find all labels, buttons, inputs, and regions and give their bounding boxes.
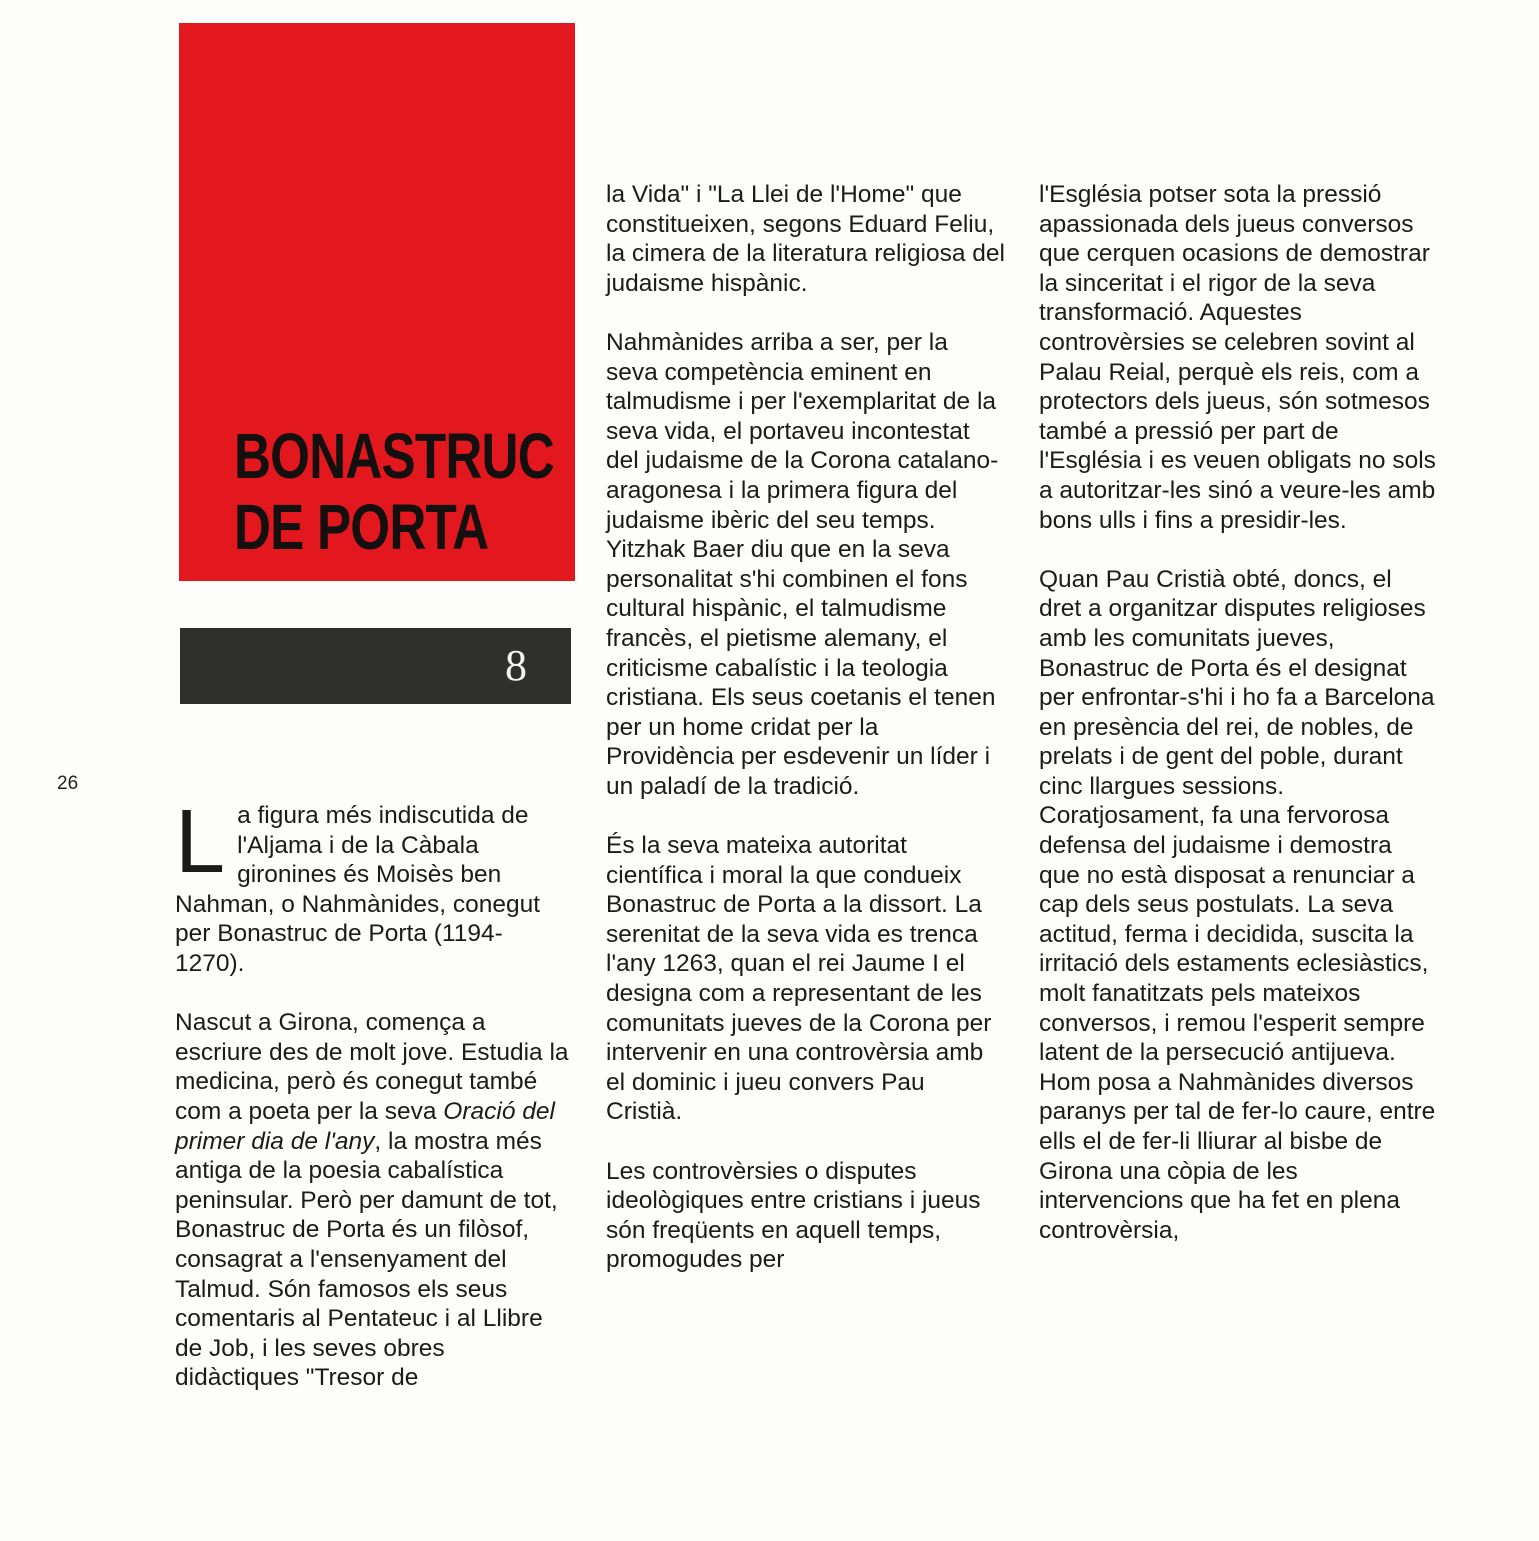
paragraph-text: , la mostra més antiga de la poesia cabalística peninsular. Però per damunt de tot, Bonastruc de Porta és un filòsof, consagrat a l'ensenyament del Talmud. Són famosos els seus comentaris al Pentateuc i al Llibre de Job, i les seves obres didàctiques "Tresor de [175,1127,558,1392]
chapter-number: 8 [505,641,527,690]
chapter-number-bar [180,628,571,704]
text-column-2 [606,180,1006,1275]
chapter-title [234,421,554,563]
paragraph: És la seva mateixa autoritat científica i moral la que condueix Bonastruc de Porta a la dissort. La serenitat de la seva vida es trenca l'any 1263, quan el rei Jaume I el designa com a representant de les comunitats jueves de la Corona per intervenir en una controvèrsia amb el dominic i jueu convers Pau Cristià. [606,832,992,1126]
paragraph [175,792,570,979]
paragraph: Les controvèrsies o disputes ideològiques entre cristians i jueus són freqüents en aquell temps, promogudes per [606,1157,981,1274]
italic-title: Oració del primer dia de l'any [175,1097,555,1155]
drop-cap: L [175,792,226,892]
text-column-1 [175,792,570,1393]
text-column-3 [1039,180,1439,1245]
paragraph: la Vida" i "La Llei de l'Home" que constitueixen, segons Eduard Feliu, la cimera de la literatura religiosa del judaisme hispànic. [606,181,1005,297]
paragraph: l'Església potser sota la pressió apassionada dels jueus conversos que cerquen ocasions de demostrar la sinceritat i el rigor de la seva transformació. Aquestes controvèrsies se celebren sovint al Palau Reial, perquè els reis, com a protectors dels jueus, són sotmesos també a pressió per part de l'Església i es veuen obligats no sols a autoritzar-les sinó a veure-les amb bons ulls i fins a presidir-les. [1039,181,1436,534]
title-line-2: DE PORTA [234,491,489,563]
paragraph-text: Nascut a Girona, comença a escriure des de molt jove. Estudia la medicina, però és conegut també com a poeta per la seva [175,1009,569,1125]
paragraph: Nahmànides arriba a ser, per la seva competència eminent en talmudisme i per l'exemplaritat de la seva vida, el portaveu incontestat del judaisme de la Corona catalano-aragonesa i la primera figura del judaisme ibèric del seu temps. Yitzhak Baer diu que en la seva personalitat s'hi combinen el fons cultural hispànic, el talmudisme francès, el pietisme alemany, el criticisme cabalístic i la teologia cristiana. Els seus coetanis el tenen per un home cridat per la Providència per esdevenir un líder i un paladí de la tradició. [606,328,999,800]
title-block [179,23,575,581]
paragraph: Quan Pau Cristià obté, doncs, el dret a organitzar disputes religioses amb les comunitats jueves, Bonastruc de Porta és el designat per enfrontar-s'hi i ho fa a Barcelona en presència del rei, de nobles, de prelats i de gent del poble, durant cinc llargues sessions. Coratjosament, fa una fervorosa defensa del judaisme i demostra que no està disposat a renunciar a cap dels seus postulats. La seva actitud, ferma i decidida, suscita la irritació dels estaments eclesiàstics, molt fanatitzats pels mateixos conversos, i remou l'esperit sempre latent de la persecució antijueva. Hom posa a Nahmànides diversos paranys per tal de fer-lo caure, entre ells el de fer-li lliurar al bisbe de Girona una còpia de les intervencions que ha fet en plena controvèrsia, [1039,565,1436,1244]
paragraph [175,1008,570,1393]
page-number: 26 [57,773,79,794]
paragraph-text: a figura més indiscutida de l'Aljama i de la Càbala gironines és Moisès ben Nahman, o Nahmànides, conegut per Bonastruc de Porta (1194-1270). [175,802,540,977]
title-line-1: BONASTRUC [234,420,554,492]
